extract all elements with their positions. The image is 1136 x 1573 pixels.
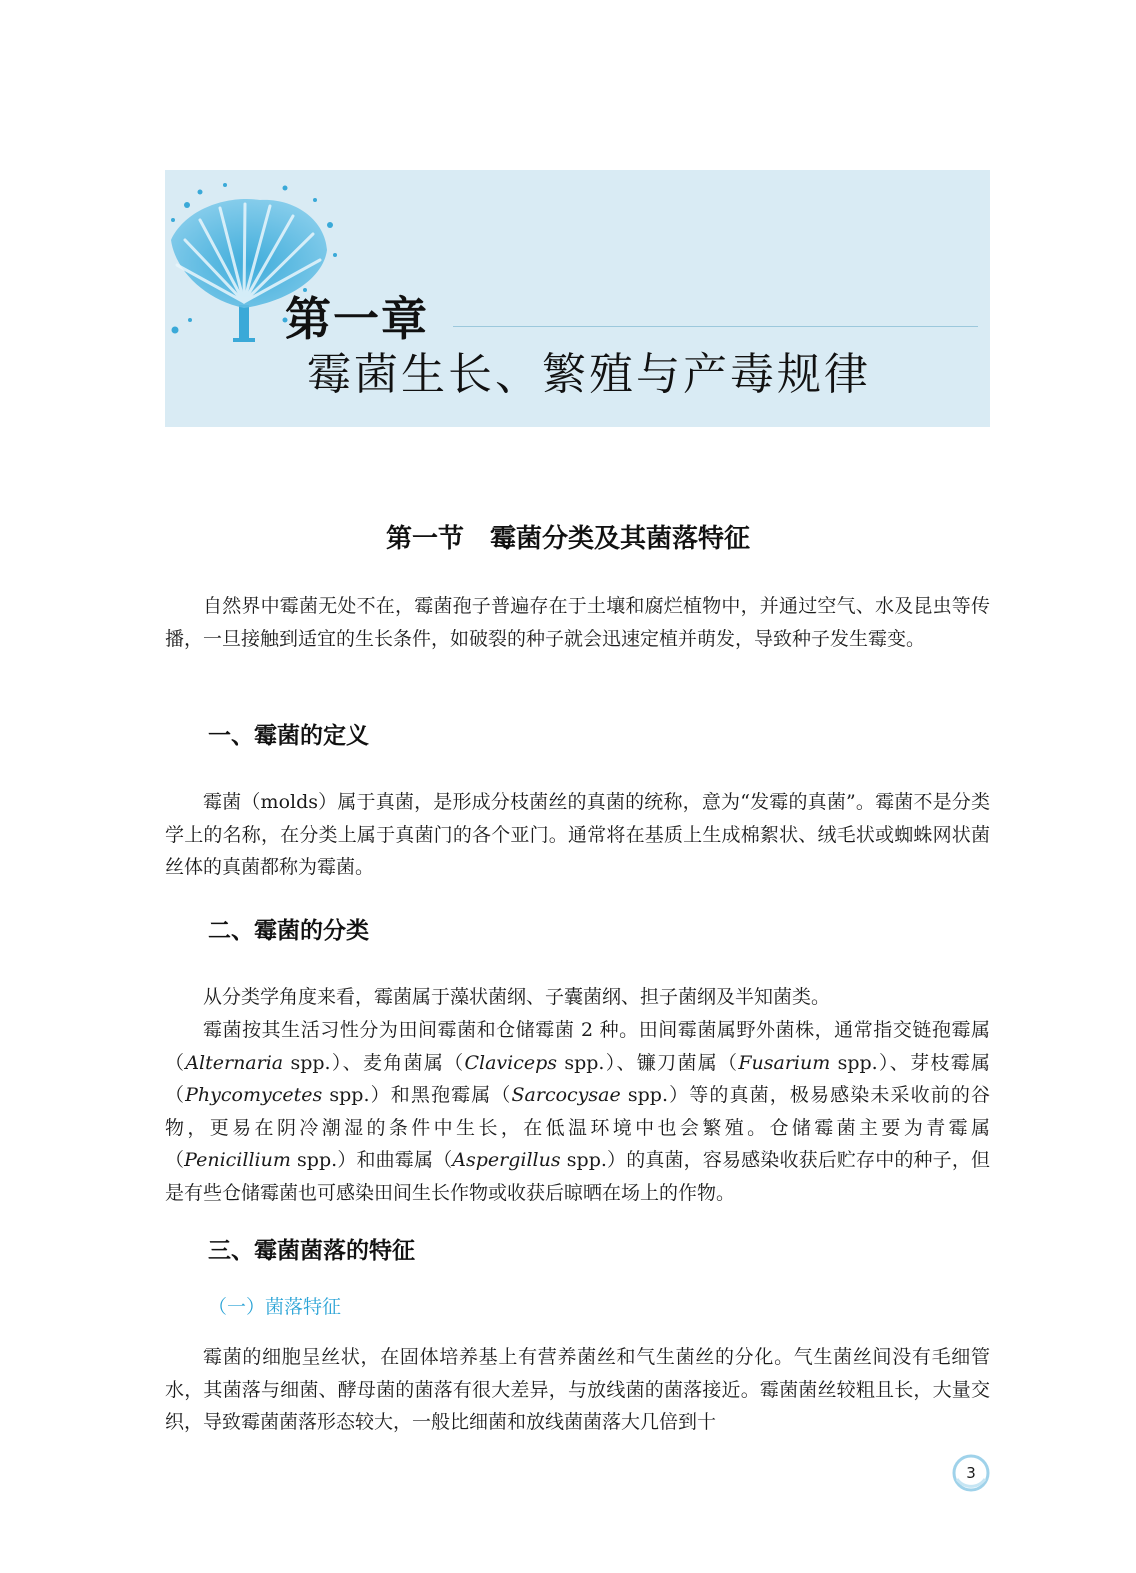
classification-paragraph-1: 从分类学角度来看，霉菌属于藻状菌纲、子囊菌纲、担子菌纲及半知菌类。 xyxy=(203,986,831,1008)
section-title: 第一节 霉菌分类及其菌落特征 xyxy=(385,524,750,554)
heading-classification: 二、霉菌的分类 xyxy=(208,918,369,944)
chapter-number: 第一章 xyxy=(285,292,429,346)
intro-paragraph: 自然界中霉菌无处不在，霉菌孢子普遍存在于土壤和腐烂植物中，并通过空气、水及昆虫等传播，一旦接触到适宜的生长条件，如破裂的种子就会迅速定植并萌发，导致种子发生霉变。 xyxy=(165,595,990,650)
heading-colony: 三、霉菌菌落的特征 xyxy=(208,1238,415,1264)
subheading-colony-features: （一）菌落特征 xyxy=(208,1296,342,1318)
chapter-banner xyxy=(165,170,990,427)
classification-paragraph-2: 霉菌按其生活习性分为田间霉菌和仓储霉菌 2 种。田间霉菌属野外菌株，通常指交链孢霉属（Alternaria spp.）、麦角菌属（Claviceps spp.）、镰刀菌属（Fusarium spp.）、芽枝霉属（Phycomycetes spp.）和黑孢霉属（Sarcocysae spp.）等的真菌，极易感染未采收前的谷物，更易在阴冷潮湿的条件中生长，在低温环境中也会繁殖。仓储霉菌主要为青霉属（Penicillium spp.）和曲霉属（Aspergillus spp.）的真菌，容易感染收获后贮存中的种子，但是有些仓储霉菌也可感染田间生长作物或收获后晾晒在场上的作物。 xyxy=(165,1019,990,1204)
heading-definition: 一、霉菌的定义 xyxy=(208,723,369,749)
chapter-rule xyxy=(453,326,978,327)
definition-paragraph: 霉菌（molds）属于真菌，是形成分枝菌丝的真菌的统称，意为“发霉的真菌”。霉菌不是分类学上的名称，在分类上属于真菌门的各个亚门。通常将在基质上生成棉絮状、绒毛状或蜘蛛网状菌丝体的真菌都称为霉菌。 xyxy=(165,791,990,878)
colony-paragraph: 霉菌的细胞呈丝状，在固体培养基上有营养菌丝和气生菌丝的分化。气生菌丝间没有毛细管水，其菌落与细菌、酵母菌的菌落有很大差异，与放线菌的菌落接近。霉菌菌丝较粗且长，大量交织，导致霉菌菌落形态较大，一般比细菌和放线菌菌落大几倍到十 xyxy=(165,1346,990,1433)
chapter-title: 霉菌生长、繁殖与产毒规律 xyxy=(307,349,871,400)
page-number-badge xyxy=(951,1453,991,1493)
page-number: 3 xyxy=(966,1464,976,1482)
